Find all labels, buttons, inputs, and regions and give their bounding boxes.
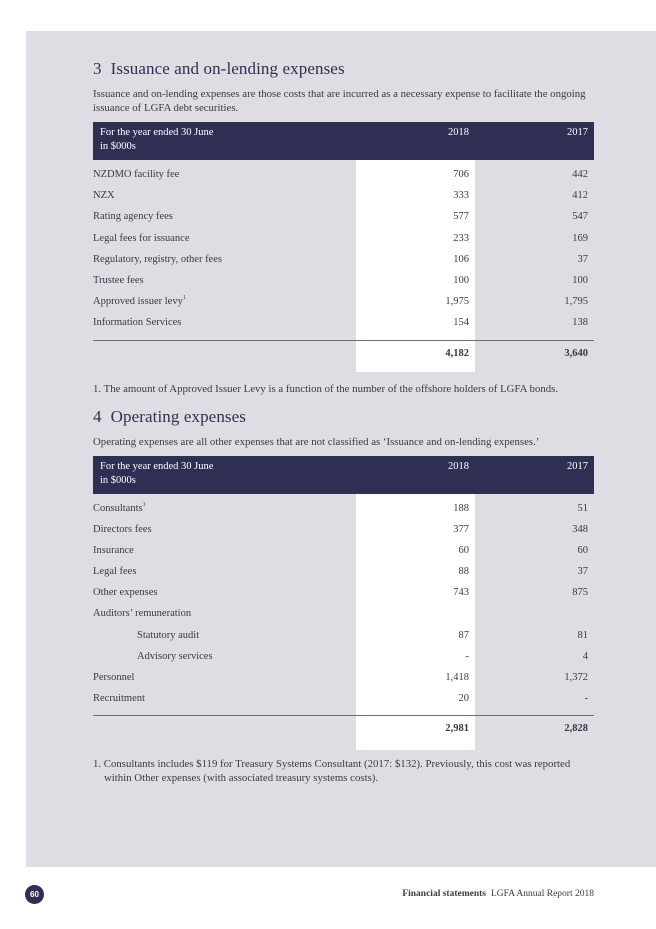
row-label-text: Information Services <box>93 317 182 329</box>
value-2018: 20 <box>458 693 469 705</box>
row-label-text: Other expenses <box>93 587 158 599</box>
row-label-text: Personnel <box>93 672 135 683</box>
row-label-text: Legal fees <box>93 566 137 578</box>
total-2018: 4,182 <box>445 347 469 359</box>
row-label-text: Statutory audit <box>137 629 200 641</box>
value-2017: 1,372 <box>564 672 588 683</box>
row-label <box>93 587 157 598</box>
value-2017: 81 <box>577 629 588 641</box>
section-3-footnote: 1. The amount of Approved Issuer Levy is a function of the number of the offshore holders of LGFA bonds. <box>93 382 559 395</box>
value-2017: 875 <box>572 587 588 599</box>
row-label-text: Legal fees for issuance <box>93 232 190 244</box>
page-number-badge: 60 <box>25 885 44 904</box>
header-year-2017: 2017 <box>567 460 588 472</box>
value-2018: 706 <box>453 169 469 180</box>
table-row <box>93 669 594 690</box>
row-label-text: NZDMO facility fee <box>93 169 180 180</box>
value-2018: 106 <box>453 253 469 265</box>
row-label-text: Consultants <box>93 502 143 514</box>
value-2018: - <box>465 650 469 662</box>
section-3-title <box>93 59 594 79</box>
value-2017: 348 <box>572 523 588 535</box>
row-label <box>93 254 222 265</box>
value-2018: 87 <box>458 629 469 641</box>
table-row <box>93 584 594 605</box>
table-row <box>93 251 594 272</box>
value-2017: 37 <box>577 253 588 265</box>
section-4-intro: Operating expenses are all other expenses that are not classified as ‘Issuance and on-lending expenses.’ <box>93 435 540 448</box>
table-total-row <box>93 715 594 750</box>
table-row <box>93 627 594 648</box>
value-2018: 377 <box>453 523 469 535</box>
value-2018: 154 <box>453 317 469 329</box>
row-label <box>93 524 152 535</box>
table-row <box>93 690 594 711</box>
value-2017: 138 <box>572 317 588 329</box>
table-header <box>93 456 594 494</box>
value-2017: - <box>584 693 588 705</box>
value-2017: 169 <box>572 232 588 244</box>
value-2017: 412 <box>572 190 588 202</box>
row-label <box>93 503 146 514</box>
value-2018: 577 <box>453 211 469 223</box>
row-label-text: Advisory services <box>137 650 213 662</box>
table-row <box>93 500 594 521</box>
table-row <box>93 314 594 335</box>
row-label <box>93 275 144 286</box>
table-rows <box>93 500 594 712</box>
value-2018: 233 <box>453 232 469 244</box>
row-label-text: Rating agency fees <box>93 211 173 223</box>
row-label <box>93 693 145 704</box>
value-2018: 188 <box>453 502 469 514</box>
section-4-title-text: Operating expenses <box>110 406 247 426</box>
row-label-text: Auditors’ remuneration <box>93 608 192 620</box>
section-4-footnote: 1. Consultants includes $119 for Treasury Systems Consultant (2017: $132). Previously, this cost was reported within Other expenses (with associated treasury systems costs). <box>93 758 571 785</box>
footnote-marker: 1 <box>182 295 186 302</box>
header-year-2017: 2017 <box>567 127 588 138</box>
value-2018: 333 <box>453 190 469 202</box>
value-2017: 37 <box>577 566 588 578</box>
footer-caption <box>402 889 594 899</box>
table-row <box>93 166 594 187</box>
row-label <box>93 545 134 556</box>
section-3-intro: Issuance and on-lending expenses are those costs that are incurred as a necessary expense to facilitate the ongoing issuance of LGFA debt securities. <box>93 88 586 114</box>
value-2018: 100 <box>453 274 469 286</box>
row-label <box>93 190 115 201</box>
table-row <box>93 230 594 251</box>
section-4-title <box>93 407 594 427</box>
table-row <box>93 293 594 314</box>
table-header <box>93 122 594 160</box>
table-row <box>93 208 594 229</box>
value-2017: 1,795 <box>564 296 588 308</box>
header-year-2018: 2018 <box>448 460 469 472</box>
row-label <box>93 296 186 307</box>
table-row <box>93 272 594 293</box>
header-units-label: in $000s <box>100 141 136 152</box>
footer-report-title: LGFA Annual Report 2018 <box>490 889 594 899</box>
header-period-label: For the year ended 30 June <box>100 127 214 138</box>
table-row <box>93 187 594 208</box>
row-label-text: Trustee fees <box>93 274 144 286</box>
value-2017: 547 <box>572 211 588 223</box>
total-2017: 2,828 <box>564 723 588 735</box>
table-row <box>93 563 594 584</box>
value-2017: 442 <box>572 169 588 180</box>
row-label-text: Approved issuer levy <box>93 296 183 308</box>
row-label <box>93 317 181 328</box>
row-label <box>93 608 191 619</box>
value-2017: 60 <box>577 544 588 556</box>
row-label <box>93 233 190 244</box>
header-units-label: in $000s <box>100 474 136 486</box>
total-2018: 2,981 <box>445 723 469 735</box>
value-2018: 60 <box>458 544 469 556</box>
value-2018: 88 <box>458 566 469 578</box>
value-2017: 51 <box>577 502 588 514</box>
total-2017: 3,640 <box>564 347 588 359</box>
row-label <box>93 672 134 683</box>
row-label <box>93 169 179 180</box>
row-label <box>93 211 173 222</box>
section-3-number: 3 <box>93 59 102 78</box>
row-label-text: Regulatory, registry, other fees <box>93 253 222 265</box>
value-2018: 743 <box>453 587 469 599</box>
value-2018: 1,975 <box>445 296 469 308</box>
page-content <box>93 31 594 785</box>
table-total-row <box>93 340 594 375</box>
row-label <box>93 566 136 577</box>
section-4-number: 4 <box>93 406 102 426</box>
value-2017: 4 <box>582 650 588 662</box>
footer-section: Financial statements <box>402 889 486 899</box>
header-year-2018: 2018 <box>448 127 469 138</box>
table-rows <box>93 166 594 336</box>
row-label-text: Recruitment <box>93 693 145 705</box>
footnote-marker: 1 <box>142 501 146 508</box>
row-label-text: Directors fees <box>93 523 152 535</box>
operating-expenses-table <box>93 456 594 751</box>
table-row <box>93 605 594 626</box>
issuance-expenses-table <box>93 122 594 375</box>
table-row <box>93 648 594 669</box>
section-3-title-text: Issuance and on-lending expenses <box>110 59 345 78</box>
row-label-text: NZX <box>93 190 115 202</box>
row-label <box>137 630 199 641</box>
table-row <box>93 521 594 542</box>
row-label-text: Insurance <box>93 544 134 556</box>
header-period-label: For the year ended 30 June <box>100 460 214 472</box>
row-label <box>137 651 213 662</box>
value-2018: 1,418 <box>445 672 469 683</box>
value-2017: 100 <box>572 274 588 286</box>
table-row <box>93 542 594 563</box>
